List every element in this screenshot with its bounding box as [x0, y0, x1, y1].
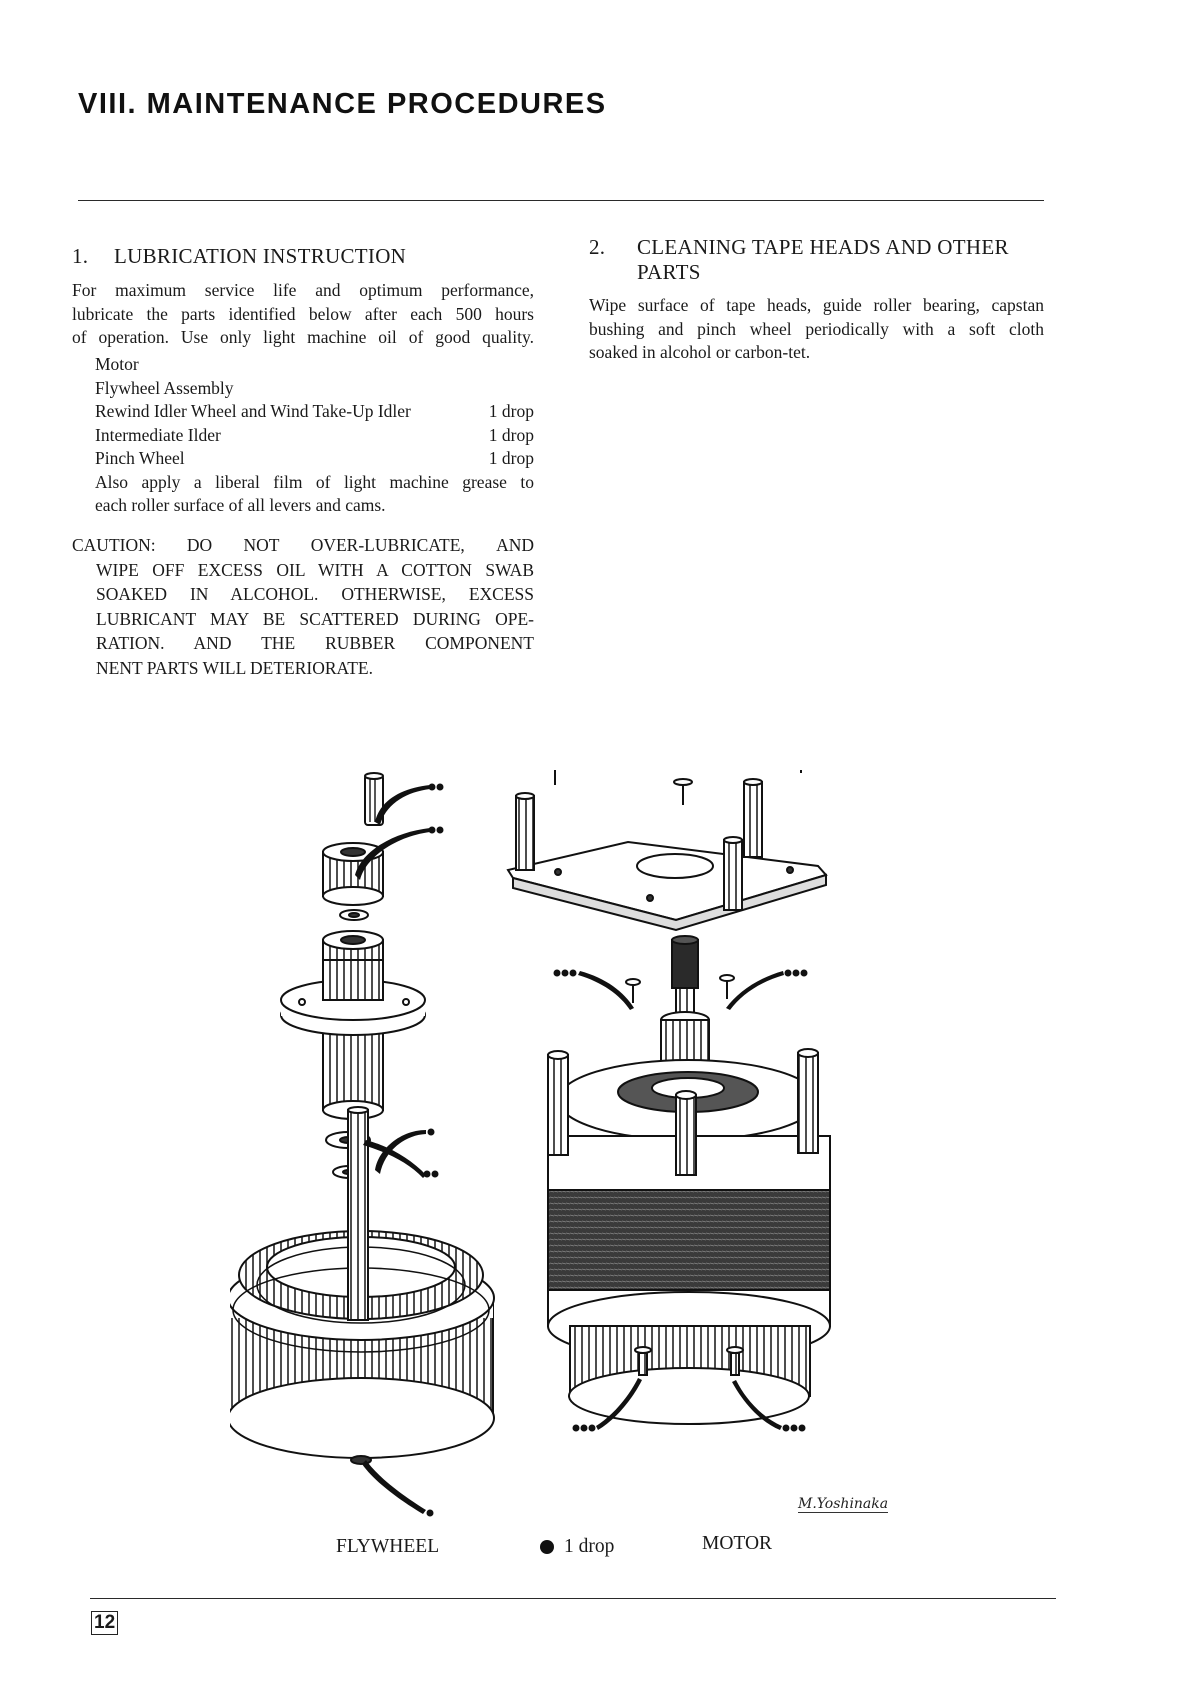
drop-dot-icon	[540, 1540, 554, 1554]
section-heading-cleaning	[589, 235, 1044, 260]
part-row	[95, 447, 534, 471]
part-name: Pinch Wheel	[95, 448, 185, 468]
lubrication-diagram	[230, 770, 910, 1530]
drop-legend	[540, 1536, 614, 1558]
header-rule	[78, 200, 1044, 201]
footer-rule	[90, 1598, 1056, 1599]
artist-signature	[798, 1496, 888, 1513]
flywheel-part	[230, 1107, 494, 1464]
part-qty: 1 drop	[488, 424, 534, 445]
caution-word: DO	[186, 535, 213, 555]
caution-label: CAUTION:	[72, 535, 156, 555]
caution-line: SOAKED IN ALCOHOL. OTHERWISE, EXCESS	[96, 584, 534, 604]
lubrication-intro	[72, 279, 534, 350]
section-title: CLEANING TAPE HEADS AND OTHER	[637, 235, 1009, 259]
flywheel-assembly	[230, 773, 494, 1464]
part-qty: 1 drop	[488, 448, 534, 468]
motor-part	[548, 936, 830, 1424]
part-name: Rewind Idler Wheel and Wind Take-Up Idler	[95, 401, 411, 421]
caution-first-line	[72, 533, 534, 558]
cleaning-line: soaked in alcohol or carbon-tet.	[589, 342, 811, 362]
grease-line: each roller surface of all levers and cams.	[95, 495, 386, 515]
page-number: 12	[91, 1611, 118, 1635]
page-title: VIII. MAINTENANCE PROCEDURES	[78, 88, 607, 120]
grease-line: Also apply a liberal film of light machine grease to	[95, 471, 534, 492]
motor-caption: MOTOR	[702, 1533, 773, 1554]
caution-word: AND	[496, 535, 534, 555]
section-lubrication	[72, 244, 534, 269]
caution-line: NENT PARTS WILL DETERIORATE.	[96, 657, 374, 678]
caution-word: NOT	[243, 535, 280, 555]
section-heading-lubrication	[72, 244, 534, 269]
intro-line: of operation. Use only light machine oil of good quality.	[72, 327, 534, 347]
lubrication-parts-list	[95, 353, 534, 518]
section-cleaning	[589, 235, 1044, 365]
intro-line: lubricate the parts identified below after each 500 hours	[72, 303, 534, 324]
part-row	[95, 424, 534, 448]
part-row	[95, 400, 534, 424]
motor-bracket	[508, 770, 826, 930]
cleaning-line: bushing and pinch wheel periodically with a soft cloth	[589, 318, 1044, 339]
intro-line: For maximum service life and optimum performance,	[72, 280, 534, 300]
sleeve-bearing-part	[281, 931, 425, 1119]
section-number: 2.	[589, 235, 606, 259]
part-row	[95, 377, 534, 401]
section-title-cont: PARTS	[637, 260, 701, 284]
caution-block	[72, 533, 534, 680]
flywheel-caption: FLYWHEEL	[336, 1536, 440, 1557]
section-title: LUBRICATION INSTRUCTION	[114, 244, 407, 268]
part-row	[95, 353, 534, 377]
legend-label: 1 drop	[564, 1536, 615, 1557]
part-name: Motor	[95, 354, 139, 374]
caution-line: WIPE OFF EXCESS OIL WITH A COTTON SWAB	[96, 559, 534, 580]
caution-line: LUBRICANT MAY BE SCATTERED DURING OPE-	[96, 608, 534, 629]
part-name: Intermediate Ilder	[95, 424, 221, 445]
caution-word: OVER-LUBRICATE,	[310, 535, 465, 555]
part-qty: 1 drop	[488, 401, 534, 421]
cleaning-line: Wipe surface of tape heads, guide roller bearing, capstan	[589, 295, 1044, 315]
signature-text: M.Yoshinaka	[798, 1496, 889, 1512]
bracket-screws	[546, 770, 810, 805]
section-heading-cleaning-cont	[589, 260, 1044, 285]
part-name: Flywheel Assembly	[95, 377, 234, 398]
section-number: 1.	[72, 244, 89, 268]
caution-line: RATION. AND THE RUBBER COMPONENT	[96, 633, 534, 653]
